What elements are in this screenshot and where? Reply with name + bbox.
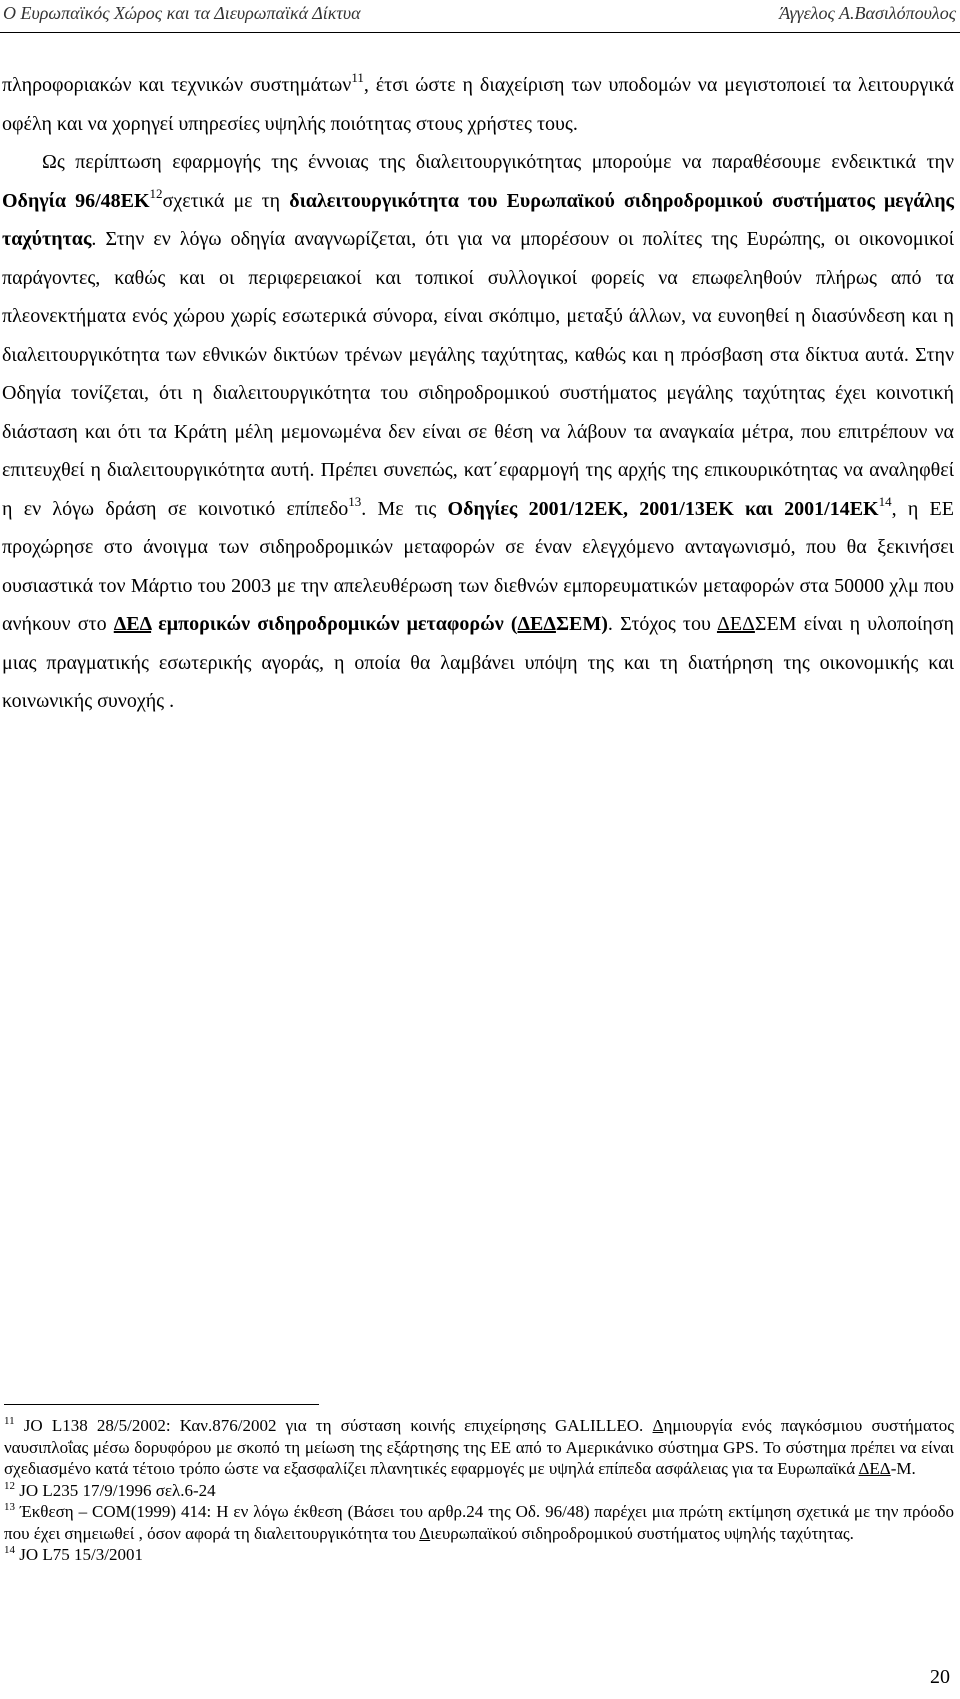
running-header bbox=[0, 0, 960, 40]
footnote-number: 13 bbox=[4, 1501, 15, 1513]
paragraph-2 bbox=[2, 143, 954, 721]
text-run: ΣΕΜ είναι η υλοποίηση μιας πραγματικής εσωτερικής αγοράς, η οποία θα λαμβάνει υπόψη της και τη διατήρηση της οικονομικής και κοινωνικής συνοχής . bbox=[2, 613, 955, 712]
underlined-text: ΔΕΔ bbox=[858, 1459, 891, 1478]
bold-rail-network: εμπορικών σιδηροδρομικών μεταφορών ( bbox=[151, 613, 518, 635]
text-run: . Με τις bbox=[361, 497, 448, 520]
text-run: JO L138 28/5/2002: Καν.876/2002 για τη σύσταση κοινής επιχείρησης GALILLEO. bbox=[14, 1416, 653, 1435]
footnote-11 bbox=[4, 1415, 954, 1480]
header-title: Ο Ευρωπαϊκός Χώρος και τα Διευρωπαϊκά Δίκτυα bbox=[3, 3, 361, 23]
text-run: . Στόχος του bbox=[607, 613, 717, 635]
header-divider bbox=[0, 32, 960, 33]
main-text bbox=[2, 66, 954, 721]
bold-interoperability-phrase: διαλειτουργικότητα του Ευρωπαϊκού σιδηροδρομικού συστήματος μεγάλης ταχύτητας bbox=[2, 189, 954, 250]
text-run: JO L235 17/9/1996 σελ.6-24 bbox=[15, 1480, 216, 1500]
footnote-12 bbox=[4, 1480, 954, 1502]
footnote-number: 14 bbox=[4, 1544, 15, 1556]
text-run: πληροφοριακών και τεχνικών συστημάτων bbox=[2, 74, 352, 96]
page-number: 20 bbox=[930, 1666, 950, 1688]
footnote-ref-13[interactable]: 13 bbox=[348, 493, 362, 509]
footnote-ref-12[interactable]: 12 bbox=[149, 185, 163, 201]
text-run: Έκθεση – COM(1999) 414: Η εν λόγω έκθεση (Βάσει του αρθρ.24 της Οδ. 96/48) παρέχει μια πρώτη εκτίμηση σχετικά με την πρόοδο που έχει σημειωθεί , όσον αφορά τη διαλειτουργικότητα του bbox=[4, 1502, 954, 1543]
footnote-ref-14[interactable]: 14 bbox=[878, 493, 892, 509]
underlined-text: Δ bbox=[419, 1523, 431, 1543]
bold-directives-2001: Οδηγίες 2001/12ΕΚ, 2001/13ΕΚ και 2001/14ΕΚ bbox=[447, 497, 879, 520]
bold-text: ΣΕΜ) bbox=[555, 613, 608, 635]
bold-directive-96-48: Οδηγία 96/48ΕΚ bbox=[2, 189, 150, 212]
footnotes bbox=[4, 1404, 954, 1566]
text-run: ιευρωπαϊκού σιδηροδρομικού συστήματος υψηλής ταχύτητας. bbox=[430, 1523, 854, 1543]
text-run: Ως περίπτωση εφαρμογής της έννοιας της διαλειτουργικότητας μπορούμε να παραθέσουμε ενδεικτικά την bbox=[42, 151, 954, 173]
text-run: , η ΕΕ προχώρησε στο άνοιγμα των σιδηροδρομικών μεταφορών σε έναν ελεγχόμενο ανταγωνισμό, που θα ξεκινήσει ουσιαστικά τον Μάρτιο του 2003 με την απελευθέρωση των διεθνών εμπορευματικών μεταφορών στα 50000 χλμ που ανήκουν στο bbox=[2, 497, 954, 635]
footnote-14 bbox=[4, 1544, 954, 1566]
text-run: ημιουργία ενός παγκόσμιου συστήματος ναυσιπλοΐας μέσω δορυφόρου με σκοπό τη μείωση της εξάρτησης της ΕΕ από το Αμερικάνικο σύστημα GPS. Το σύστημα πρέπει να είναι σχεδιασμένο κατά τέτοιο τρόπο ώστε να εξασφαλίζει πλανητικές εφαρμογές με υψηλά επίπεδα ασφάλειας για τα Ευρωπαϊκά bbox=[4, 1416, 955, 1478]
footnote-number: 12 bbox=[4, 1479, 15, 1492]
footnote-ref-11[interactable]: 11 bbox=[351, 70, 364, 85]
bold-underlined-ded: ΔΕΔ bbox=[517, 613, 556, 635]
underlined-ded: ΔΕΔ bbox=[716, 613, 755, 635]
paragraph-1 bbox=[2, 66, 954, 143]
footnote-13 bbox=[4, 1501, 954, 1544]
bold-underlined-ded: ΔΕΔ bbox=[113, 613, 152, 635]
header-author: Άγγελος Α.Βασιλόπουλος bbox=[779, 3, 956, 23]
underlined-text: Δ bbox=[652, 1416, 664, 1435]
text-run: JO L75 15/3/2001 bbox=[15, 1545, 143, 1564]
text-run: . Στην εν λόγω οδηγία αναγνωρίζεται, ότι για να μπορέσουν οι πολίτες της Ευρώπης, οι οικονομικοί παράγοντες, καθώς και οι περιφερειακοί και τοπικοί συλλογικοί φορείς να επωφεληθούν πλήρως από τα πλεονεκτήματα ενός χώρου χωρίς εσωτερικά σύνορα, είναι σκόπιμο, μεταξύ άλλων, να ευνοηθεί η διασύνδεση και η διαλειτουργικότητα των εθνικών δικτύων τρένων μεγάλης ταχύτητας, καθώς και η πρόσβαση στα δίκτυα αυτά. Στην Οδηγία τονίζεται, ότι η διαλειτουργικότητα του σιδηροδρομικού συστήματος μεγάλης ταχύτητας έχει κοινοτική διάσταση και ότι τα Κράτη μέλη μεμονωμένα δεν είναι σε θέση να λάβουν τα αναγκαία μέτρα, που επιτρέπουν να επιτευχθεί η διαλειτουργικότητα αυτή. Πρέπει συνεπώς, κατ΄εφαρμογή της αρχής της επικουρικότητας να αναληφθεί η εν λόγω δράση σε κοινοτικό επίπεδο bbox=[2, 228, 954, 520]
text-run: , έτσι ώστε η διαχείριση των υποδομών να μεγιστοποιεί τα λειτουργικά οφέλη και να χορηγεί υπηρεσίες υψηλής ποιότητας στους χρήστες τους. bbox=[2, 74, 954, 135]
text-run: σχετικά με τη bbox=[162, 189, 290, 212]
text-run: -Μ. bbox=[890, 1459, 916, 1478]
footnote-number: 11 bbox=[4, 1415, 15, 1427]
footnote-separator bbox=[4, 1404, 319, 1405]
